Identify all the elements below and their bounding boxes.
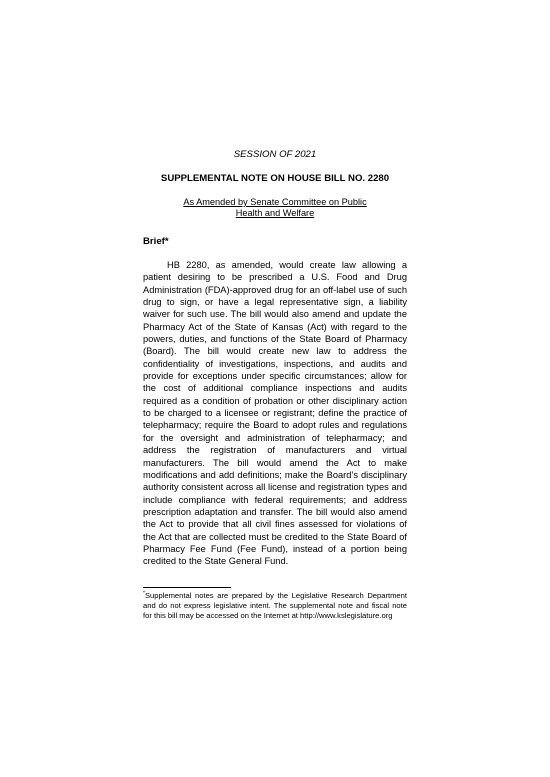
brief-paragraph: HB 2280, as amended, would create law allowing a patient desiring to be prescribed a U.S. Food and Drug Administration (FDA)-approved drug for an off-label use of such drug to sign, or have a legal representative sign, a liability waiver for such use. The bill would also amend and update the Pharmacy Act of the State of Kansas (Act) with regard to the powers, duties, and functions of the State Board of Pharmacy (Board). The bill would create new law to address the confidentiality of investigations, inspections, and audits and provide for exceptions under specific circumstances; allow for the cost of additional compliance inspections and audits required as a condition of probation or other disciplinary action to be charged to a licensee or registrant; define the practice of telepharmacy; require the Board to adopt rules and regulations for the oversight and administration of telepharmacy; and address the registration of manufacturers and virtual manufacturers. The bill would amend the Act to make modifications and add definitions; make the Board’s disciplinary authority consistent across all license and registration types and include compliance with federal requirements; and address prescription adaptation and transfer. The bill would also amend the Act to provide that all civil fines assessed for violations of the Act that are collected must be credited to the State Board of Pharmacy Fee Fund (Fee Fund), instead of a portion being credited to the State General Fund.	[143, 260, 407, 567]
document-title: SUPPLEMENTAL NOTE ON HOUSE BILL NO. 2280	[160, 173, 390, 184]
amended-line-1: As Amended by Senate Committee on Public	[183, 197, 367, 207]
amended-line-2: Health and Welfare	[235, 208, 315, 218]
footnote-divider	[143, 587, 231, 588]
footnote	[143, 591, 407, 622]
footnote-marker: *	[143, 590, 145, 597]
amended-note	[0, 197, 550, 219]
session-line: SESSION OF 2021	[233, 149, 317, 160]
footnote-text: Supplemental notes are prepared by the Legislative Research Department and do not express legislative intent. The supplemental note and fiscal note for this bill may be accessed on the Internet at http://www.kslegislature.org	[143, 591, 407, 621]
brief-heading: Brief*	[143, 236, 169, 247]
